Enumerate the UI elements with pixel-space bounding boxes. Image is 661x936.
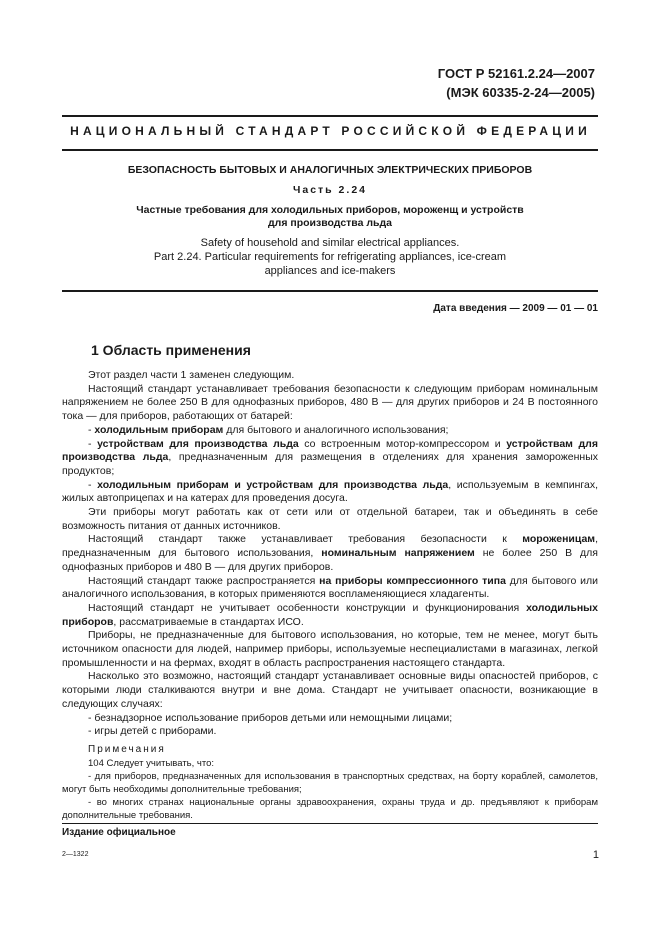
introduction-date: Дата введения — 2009 — 01 — 01 [433, 303, 598, 314]
list-item: - холодильным приборам для бытового и аналогичного использования; [88, 423, 449, 436]
paragraph: Настоящий стандарт устанавливает требования безопасности к следующим приборам номинальным напряжением не более 250 В для однофазных приборов, 480 В — для других приборов и 24 В постоянного тока — для приборов, работающих от батарей: [62, 382, 598, 423]
paragraph: Этот раздел части 1 заменен следующим. [88, 369, 295, 381]
english-title-line: Safety of household and similar electrical appliances. [200, 237, 460, 249]
english-title [62, 236, 598, 278]
english-title-line: appliances and ice-makers [264, 265, 396, 277]
section-title: 1 Область применения [91, 342, 251, 358]
standard-title: БЕЗОПАСНОСТЬ БЫТОВЫХ И АНАЛОГИЧНЫХ ЭЛЕКТРИЧЕСКИХ ПРИБОРОВ [127, 164, 533, 176]
paragraph: Насколько это возможно, настоящий стандарт устанавливает основные виды опасностей приборов, с которыми люди сталкиваются внутри и вне дома. Стандарт не учитывает опасности, возникающие в следующих случаях: [62, 670, 598, 710]
print-code: 2—1322 [62, 851, 89, 858]
title-rule [62, 290, 598, 292]
subtitle-line: для производства льда [267, 217, 393, 229]
list-item: - безнадзорное использование приборов детьми или немощными лицами; [88, 711, 453, 724]
top-rule [62, 115, 598, 117]
standard-part: Часть 2.24 [292, 184, 367, 196]
note-item: 104 Следует учитывать, что: [88, 757, 215, 769]
list-item: - игры детей с приборами. [88, 725, 217, 738]
section-body [62, 369, 598, 822]
gost-number: ГОСТ Р 52161.2.24—2007 [437, 66, 595, 81]
edition-label: Издание официальное [62, 827, 176, 838]
page-number: 1 [592, 849, 599, 861]
paragraph: Настоящий стандарт не учитывает особенности конструкции и функционирования холодильных приборов, рассматриваемые в стандартах ИСО. [62, 601, 598, 628]
iec-number: (МЭК 60335-2-24—2005) [446, 85, 595, 100]
footer-rule [62, 823, 598, 824]
list-item: - холодильным приборам и устройствам для производства льда, используемым в кемпингах, жилых автоприцепах и на катерах для проведения досуга. [62, 478, 598, 505]
standard-subtitle [62, 204, 598, 230]
english-title-line: Part 2.24. Particular requirements for refrigerating appliances, ice-cream [153, 251, 507, 263]
banner-rule [62, 149, 598, 151]
note-item: - для приборов, предназначенных для использования в транспортных средствах, на борту кораблей, самолетов, могут быть необходимы дополнительные требования; [62, 770, 598, 795]
paragraph: Настоящий стандарт также распространяется на приборы компрессионного типа для бытового или аналогичного использования, в которых применяются воспламеняющиеся хладагенты. [62, 574, 598, 601]
paragraph: Приборы, не предназначенные для бытового использования, но которые, тем не менее, могут быть источником опасности для людей, например приборы, используемые неспециалистами в магазинах, легкой промышленности и на фермах, входят в область распространения настоящего стандарта. [62, 629, 598, 669]
note-item: - во многих странах национальные органы здравоохранения, охраны труда и др. предъявляют к приборам дополнительные требования. [62, 796, 598, 821]
national-standard-banner: НАЦИОНАЛЬНЫЙ СТАНДАРТ РОССИЙСКОЙ ФЕДЕРАЦИИ [70, 124, 591, 138]
subtitle-line: Частные требования для холодильных приборов, мороженщ и устройств [136, 204, 524, 216]
paragraph: Эти приборы могут работать как от сети или от отдельной батареи, так и объединять в себе возможность питания от данных источников. [62, 506, 598, 532]
paragraph: Настоящий стандарт также устанавливает требования безопасности к мороженицам, предназначенным для бытового использования, номинальным напряжением не более 250 В для однофазных приборов и 480 В — для других приборов. [62, 533, 598, 573]
list-item: - устройствам для производства льда со встроенным мотор-компрессором и устройствам для производства льда, предназначенным для размещения в отделениях для хранения замороженных продуктов; [62, 437, 598, 477]
notes-heading: Примечания [88, 743, 166, 755]
